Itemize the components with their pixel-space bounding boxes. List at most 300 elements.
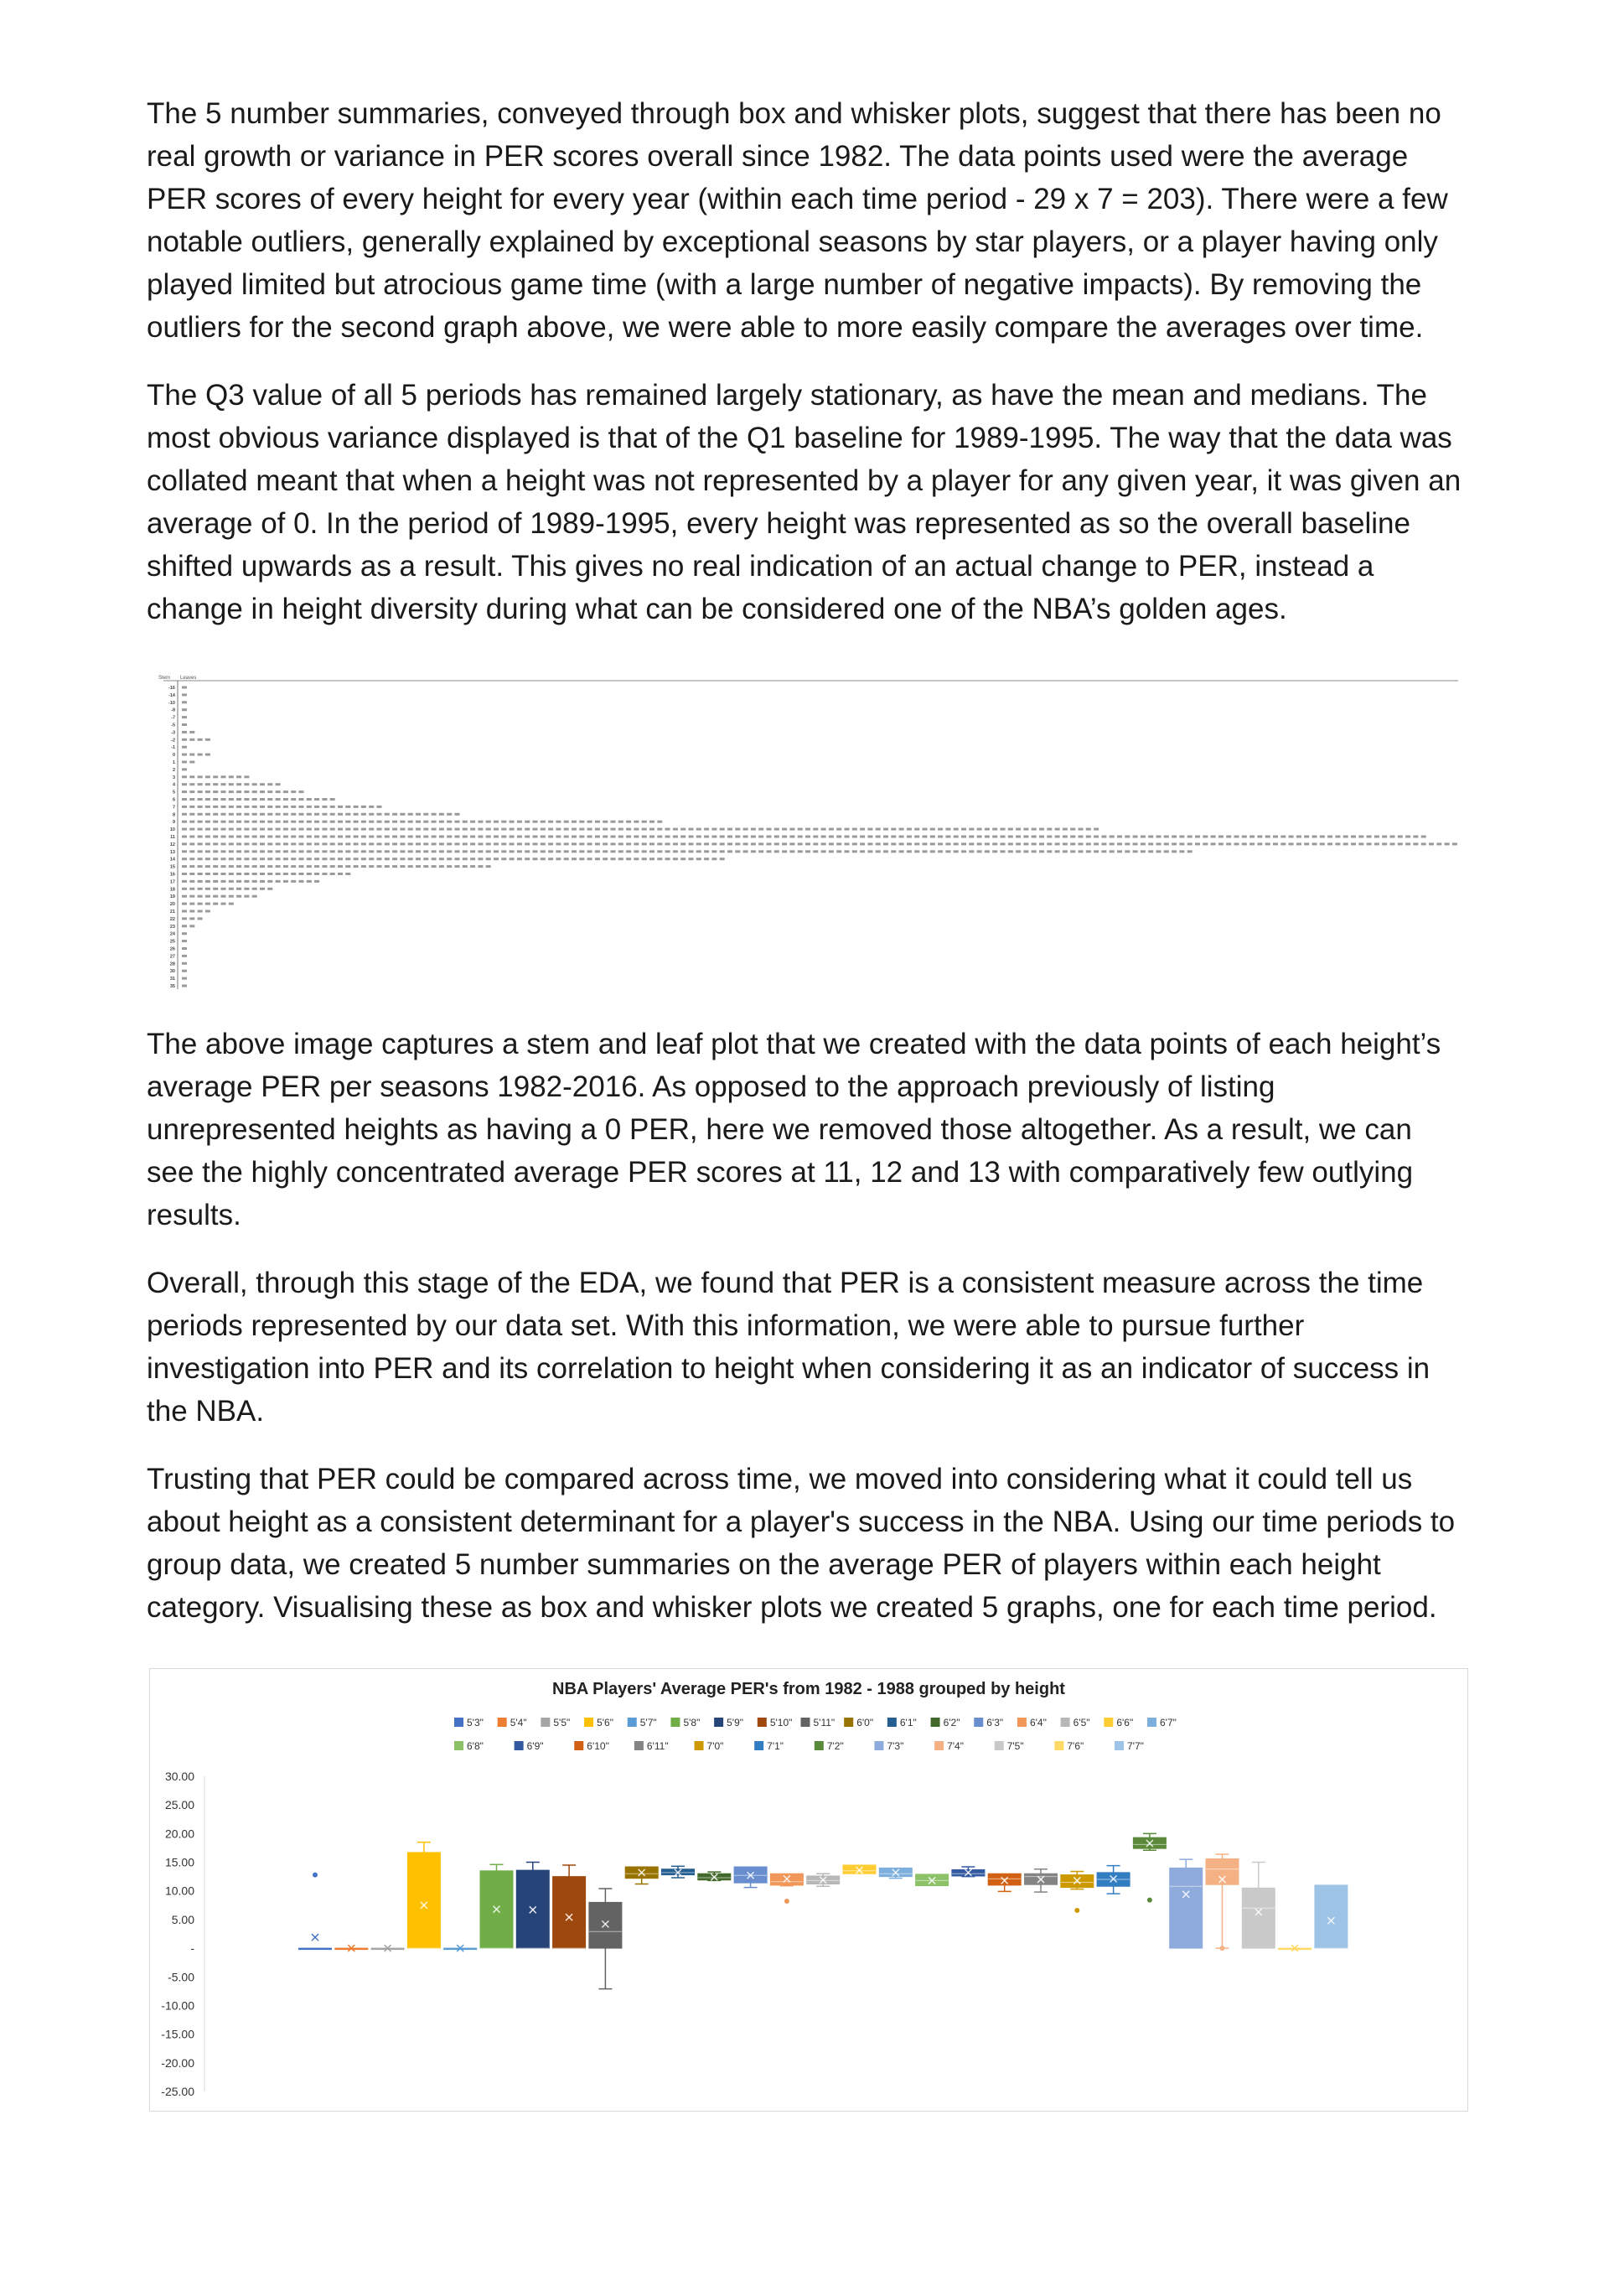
stem-leaf-leaf xyxy=(1141,836,1146,838)
stem-leaf-leaf xyxy=(1320,842,1325,845)
stem-leaf-leaf xyxy=(322,836,327,838)
stem-leaf-leaf xyxy=(439,813,444,816)
legend-label: 5'5" xyxy=(553,1717,571,1728)
stem-leaf-leaf xyxy=(1156,842,1161,845)
stem-leaf-leaf xyxy=(205,790,210,793)
stem-leaf-leaf xyxy=(758,828,763,831)
y-tick-label: -20.00 xyxy=(161,2055,194,2070)
stem-leaf-leaf xyxy=(205,821,210,823)
stem-leaf-leaf xyxy=(221,783,226,785)
stem-leaf-leaf xyxy=(789,850,794,853)
stem-leaf-leaf xyxy=(1101,850,1106,853)
stem-leaf-leaf xyxy=(182,768,187,770)
stem-leaf-leaf xyxy=(821,842,826,845)
stem-leaf-leaf xyxy=(385,836,390,838)
stem-leaf-stem: 12 xyxy=(169,842,175,847)
stem-leaf-leaf xyxy=(189,806,194,808)
stem-leaf-leaf xyxy=(267,798,272,801)
stem-leaf-leaf xyxy=(665,858,670,860)
stem-leaf-leaf xyxy=(1148,850,1153,853)
stem-leaf-leaf xyxy=(1390,836,1395,838)
stem-leaf-leaf xyxy=(556,850,561,853)
box-plot-26 xyxy=(1242,1863,1275,1949)
legend-label: 5'3" xyxy=(467,1717,484,1728)
stem-leaf-leaf xyxy=(330,828,335,831)
stem-leaf-leaf xyxy=(276,836,281,838)
stem-leaf-leaf xyxy=(501,821,506,823)
stem-leaf-leaf xyxy=(252,836,257,838)
stem-leaf-leaf xyxy=(977,850,982,853)
stem-leaf-leaf xyxy=(1296,836,1301,838)
stem-leaf-leaf xyxy=(587,821,592,823)
stem-leaf-leaf xyxy=(299,850,304,853)
stem-leaf-leaf xyxy=(198,858,203,860)
stem-leaf-leaf xyxy=(244,888,249,890)
stem-leaf-leaf xyxy=(330,798,335,801)
stem-leaf-leaf xyxy=(642,836,647,838)
stem-leaf-leaf xyxy=(618,836,623,838)
stem-leaf-leaf xyxy=(711,828,717,831)
stem-leaf-leaf xyxy=(455,821,460,823)
stem-leaf-leaf xyxy=(1398,842,1403,845)
legend-swatch xyxy=(874,1741,883,1750)
stem-leaf-leaf xyxy=(657,836,662,838)
stem-leaf-leaf xyxy=(385,865,390,868)
stem-leaf-leaf xyxy=(221,850,226,853)
legend-label: 7'2" xyxy=(826,1740,844,1752)
stem-leaf-leaf xyxy=(385,821,390,823)
stem-leaf-leaf xyxy=(969,850,974,853)
stem-leaf-leaf xyxy=(891,828,896,831)
stem-leaf-stem: -5 xyxy=(171,723,175,728)
stem-leaf-leaf xyxy=(1413,836,1418,838)
stem-leaf-stem: 24 xyxy=(169,931,175,937)
stem-leaf-leaf xyxy=(416,858,421,860)
stem-leaf-leaf xyxy=(1008,836,1013,838)
stem-leaf-leaf xyxy=(252,842,257,845)
stem-leaf-leaf xyxy=(696,842,701,845)
stem-leaf-leaf xyxy=(478,858,483,860)
box-plot-7 xyxy=(553,1865,586,1948)
stem-leaf-leaf xyxy=(923,850,928,853)
stem-leaf-leaf xyxy=(696,858,701,860)
stem-leaf-leaf xyxy=(813,836,818,838)
stem-leaf-leaf xyxy=(338,828,343,831)
stem-leaf-leaf xyxy=(361,858,366,860)
legend-label: 7'5" xyxy=(1006,1740,1024,1752)
stem-leaf-leaf xyxy=(283,828,288,831)
stem-leaf-leaf xyxy=(361,865,366,868)
box-plot-27 xyxy=(1279,1945,1312,1951)
stem-leaf-leaf xyxy=(182,985,187,987)
stem-leaf-leaf xyxy=(463,828,468,831)
stem-leaf-leaf xyxy=(244,790,249,793)
stem-leaf-leaf xyxy=(1172,842,1177,845)
box-plot-2 xyxy=(371,1945,404,1951)
stem-leaf-leaf xyxy=(798,836,803,838)
stem-leaf-leaf xyxy=(805,836,810,838)
stem-leaf-leaf xyxy=(299,880,304,883)
stem-leaf-leaf xyxy=(649,842,654,845)
stem-leaf-leaf xyxy=(182,790,187,793)
stem-leaf-leaf xyxy=(283,873,288,875)
stem-leaf-leaf xyxy=(189,850,194,853)
legend-label: 7'4" xyxy=(947,1740,964,1752)
stem-leaf-leaf xyxy=(252,873,257,875)
stem-leaf-leaf xyxy=(891,836,896,838)
stem-leaf-leaf xyxy=(1047,828,1052,831)
stem-leaf-leaf xyxy=(205,865,210,868)
stem-leaf-leaf xyxy=(463,842,468,845)
stem-leaf-leaf xyxy=(704,858,709,860)
stem-leaf-leaf xyxy=(400,865,405,868)
stem-leaf-leaf xyxy=(665,836,670,838)
stem-leaf-leaf xyxy=(416,865,421,868)
stem-leaf-leaf xyxy=(805,850,810,853)
stem-leaf-leaf xyxy=(1367,842,1372,845)
stem-leaf-leaf xyxy=(213,836,218,838)
stem-leaf-leaf xyxy=(369,806,374,808)
stem-leaf-leaf xyxy=(189,798,194,801)
stem-leaf-leaf xyxy=(182,775,187,778)
stem-leaf-leaf xyxy=(525,821,530,823)
stem-leaf-leaf xyxy=(548,850,553,853)
box xyxy=(589,1902,622,1948)
stem-leaf-leaf xyxy=(711,842,717,845)
stem-leaf-leaf xyxy=(276,858,281,860)
stem-leaf-leaf xyxy=(883,836,888,838)
stem-leaf-leaf xyxy=(267,836,272,838)
stem-leaf-leaf xyxy=(1079,836,1084,838)
stem-leaf-leaf xyxy=(1016,836,1021,838)
stem-leaf-leaf xyxy=(1211,836,1216,838)
stem-leaf-leaf xyxy=(548,821,553,823)
stem-leaf-leaf xyxy=(1164,850,1169,853)
stem-leaf-leaf xyxy=(244,850,249,853)
stem-leaf-leaf xyxy=(914,836,919,838)
stem-leaf-leaf xyxy=(229,836,234,838)
box xyxy=(988,1874,1021,1885)
stem-leaf-leaf xyxy=(252,865,257,868)
stem-leaf-leaf xyxy=(735,850,740,853)
stem-leaf-leaf xyxy=(221,828,226,831)
stem-leaf-leaf xyxy=(213,806,218,808)
stem-leaf-leaf xyxy=(1327,836,1332,838)
legend-swatch xyxy=(1054,1741,1063,1750)
stem-leaf-leaf xyxy=(400,858,405,860)
stem-leaf-leaf xyxy=(439,836,444,838)
stem-leaf-leaf xyxy=(727,828,732,831)
stem-leaf-leaf xyxy=(1156,836,1161,838)
stem-leaf-leaf xyxy=(1265,842,1270,845)
stem-leaf-leaf xyxy=(696,836,701,838)
stem-leaf-leaf xyxy=(1179,850,1184,853)
stem-leaf-leaf xyxy=(961,850,966,853)
stem-leaf-leaf xyxy=(244,813,249,816)
stem-leaf-leaf xyxy=(182,761,187,764)
stem-leaf-leaf xyxy=(1039,836,1044,838)
stem-leaf-leaf xyxy=(392,821,397,823)
stem-leaf-leaf xyxy=(345,836,350,838)
stem-leaf-leaf xyxy=(533,821,538,823)
stem-leaf-leaf xyxy=(267,806,272,808)
stem-leaf-leaf xyxy=(611,828,616,831)
stem-leaf-leaf xyxy=(322,828,327,831)
stem-leaf-stem: 0 xyxy=(172,753,175,759)
stem-leaf-leaf xyxy=(198,821,203,823)
stem-leaf-leaf xyxy=(486,842,491,845)
stem-leaf-leaf xyxy=(229,775,234,778)
stem-leaf-leaf xyxy=(564,850,569,853)
stem-leaf-leaf xyxy=(463,850,468,853)
stem-leaf-leaf xyxy=(198,798,203,801)
stem-leaf-leaf xyxy=(244,895,249,898)
stem-leaf-leaf xyxy=(556,836,561,838)
stem-leaf-leaf xyxy=(377,813,382,816)
stem-leaf-leaf xyxy=(283,850,288,853)
stem-leaf-leaf xyxy=(267,790,272,793)
stem-leaf-leaf xyxy=(307,798,312,801)
stem-leaf-leaf xyxy=(299,873,304,875)
stem-leaf-leaf xyxy=(961,836,966,838)
legend-label: 5'7" xyxy=(639,1717,657,1728)
stem-leaf-leaf xyxy=(447,842,452,845)
stem-leaf-leaf xyxy=(533,842,538,845)
stem-leaf-leaf xyxy=(408,813,413,816)
stem-leaf-leaf xyxy=(236,850,241,853)
box-plot-25 xyxy=(1206,1854,1239,1951)
stem-leaf-leaf xyxy=(1086,850,1091,853)
stem-leaf-leaf xyxy=(642,858,647,860)
stem-leaf-leaf xyxy=(938,842,943,845)
stem-leaf-leaf xyxy=(338,842,343,845)
stem-leaf-leaf xyxy=(213,903,218,905)
stem-leaf-leaf xyxy=(595,858,600,860)
stem-leaf-leaf xyxy=(369,850,374,853)
stem-leaf-leaf xyxy=(510,836,515,838)
stem-leaf-leaf xyxy=(260,821,265,823)
stem-leaf-leaf xyxy=(307,858,312,860)
y-tick-label: 10.00 xyxy=(164,1884,194,1898)
stem-leaf-leaf xyxy=(673,858,678,860)
stem-leaf-leaf xyxy=(634,836,639,838)
box-plot-16 xyxy=(879,1868,912,1878)
stem-leaf-leaf xyxy=(283,813,288,816)
stem-leaf-leaf xyxy=(455,850,460,853)
stem-leaf-leaf xyxy=(891,850,896,853)
stem-leaf-leaf xyxy=(907,850,912,853)
stem-leaf-leaf xyxy=(385,850,390,853)
stem-leaf-leaf xyxy=(423,828,428,831)
box-plot-14 xyxy=(807,1874,840,1886)
stem-leaf-stem: 10 xyxy=(169,827,175,833)
stem-leaf-leaf xyxy=(432,836,437,838)
stem-leaf-leaf xyxy=(1335,842,1340,845)
stem-leaf-leaf xyxy=(876,828,881,831)
stem-leaf-leaf xyxy=(354,858,359,860)
stem-leaf-leaf xyxy=(221,798,226,801)
stem-leaf-leaf xyxy=(229,783,234,785)
stem-leaf-leaf xyxy=(969,842,974,845)
stem-leaf-leaf xyxy=(189,731,194,733)
stem-leaf-leaf xyxy=(1032,842,1037,845)
stem-leaf-leaf xyxy=(579,858,584,860)
stem-leaf-leaf xyxy=(338,865,343,868)
stem-leaf-leaf xyxy=(478,836,483,838)
stem-leaf-leaf xyxy=(439,865,444,868)
stem-leaf-leaf xyxy=(244,798,249,801)
stem-leaf-leaf xyxy=(1304,842,1309,845)
stem-leaf-stem: -2 xyxy=(171,738,175,744)
legend-swatch xyxy=(934,1741,944,1750)
chart-title: NBA Players' Average PER's from 1982 - 1988 grouped by height xyxy=(552,1680,1065,1698)
stem-leaf-leaf xyxy=(229,813,234,816)
stem-leaf-leaf xyxy=(517,821,522,823)
stem-leaf-leaf xyxy=(1110,842,1115,845)
stem-leaf-leaf xyxy=(221,895,226,898)
stem-leaf-leaf xyxy=(1436,842,1441,845)
stem-leaf-leaf xyxy=(1125,842,1130,845)
stem-leaf-leaf xyxy=(260,850,265,853)
stem-leaf-leaf xyxy=(229,888,234,890)
stem-leaf-leaf xyxy=(985,836,990,838)
stem-leaf-leaf xyxy=(595,850,600,853)
stem-leaf-leaf xyxy=(314,806,319,808)
box-plot-0 xyxy=(299,1873,332,1950)
stem-leaf-leaf xyxy=(408,836,413,838)
stem-leaf-leaf xyxy=(486,865,491,868)
stem-leaf-leaf xyxy=(330,850,335,853)
stem-leaf-leaf xyxy=(1047,850,1052,853)
stem-leaf-leaf xyxy=(1172,836,1177,838)
paragraph-five-number-summary: The 5 number summaries, conveyed through box and whisker plots, suggest that there has been no real growth or variance in PER scores overall since 1982. The data points used were the average PER scores of every height for every year (within each time period - 29 x 7 = 203). There were a few notable outliers, generally explained by exceptional seasons by star players, or a player having only played limited but atrocious game time (with a large number of negative impacts). By removing the outliers for the second graph above, we were able to more easily compare the averages over time. xyxy=(147,97,1448,344)
stem-leaf-leaf xyxy=(291,842,296,845)
stem-leaf-leaf xyxy=(548,836,553,838)
stem-leaf-leaf xyxy=(198,828,203,831)
stem-leaf-leaf xyxy=(385,813,390,816)
stem-leaf-leaf xyxy=(299,821,304,823)
stem-leaf-leaf xyxy=(852,842,857,845)
stem-leaf-leaf xyxy=(236,836,241,838)
stem-leaf-leaf xyxy=(1023,828,1028,831)
stem-leaf-leaf xyxy=(276,873,281,875)
outlier-point xyxy=(313,1873,318,1878)
legend-swatch xyxy=(584,1718,593,1727)
stem-leaf-leaf xyxy=(618,828,623,831)
stem-leaf-leaf xyxy=(182,903,187,905)
stem-leaf-leaf xyxy=(330,821,335,823)
stem-leaf-leaf xyxy=(1016,828,1021,831)
stem-leaf-leaf xyxy=(205,775,210,778)
stem-leaf-leaf xyxy=(205,754,210,756)
stem-leaf-leaf xyxy=(205,895,210,898)
stem-leaf-leaf xyxy=(1070,828,1075,831)
stem-leaf-leaf xyxy=(914,842,919,845)
stem-leaf-leaf xyxy=(556,858,561,860)
stem-leaf-leaf xyxy=(595,842,600,845)
stem-leaf-leaf xyxy=(182,739,187,741)
stem-leaf-leaf xyxy=(845,842,850,845)
stem-leaf-leaf xyxy=(541,828,546,831)
box xyxy=(299,1948,332,1950)
stem-leaf-leaf xyxy=(1398,836,1403,838)
stem-leaf-leaf xyxy=(478,821,483,823)
stem-leaf-leaf xyxy=(1164,836,1169,838)
stem-leaf-leaf xyxy=(743,850,748,853)
stem-leaf-leaf xyxy=(720,842,725,845)
stem-leaf-leaf xyxy=(1063,828,1068,831)
outlier-point xyxy=(1220,1946,1225,1951)
stem-leaf-leaf xyxy=(945,850,950,853)
stem-leaf-leaf xyxy=(618,842,623,845)
stem-leaf-leaf xyxy=(291,828,296,831)
stem-leaf-leaf xyxy=(907,836,912,838)
stem-leaf-leaf xyxy=(229,842,234,845)
stem-leaf-leaf xyxy=(845,836,850,838)
stem-leaf-leaf xyxy=(907,842,912,845)
stem-leaf-leaf xyxy=(711,858,717,860)
stem-leaf-leaf xyxy=(182,693,187,696)
stem-leaf-leaf xyxy=(439,828,444,831)
stem-leaf-leaf xyxy=(189,836,194,838)
stem-leaf-leaf xyxy=(1429,842,1434,845)
stem-leaf-leaf xyxy=(782,850,787,853)
stem-leaf-leaf xyxy=(758,836,763,838)
stem-leaf-leaf xyxy=(330,865,335,868)
stem-leaf-leaf xyxy=(276,821,281,823)
stem-leaf-leaf xyxy=(229,821,234,823)
stem-leaf-leaf xyxy=(182,895,187,898)
stem-leaf-leaf xyxy=(314,821,319,823)
stem-leaf-leaf xyxy=(1008,850,1013,853)
stem-leaf-leaf xyxy=(470,842,475,845)
box xyxy=(407,1853,440,1948)
stem-leaf-leaf xyxy=(930,850,935,853)
box-plot-12 xyxy=(734,1867,767,1888)
stem-leaf-leaf xyxy=(299,858,304,860)
stem-leaf-leaf xyxy=(618,858,623,860)
stem-leaf-leaf xyxy=(1234,842,1239,845)
stem-leaf-leaf xyxy=(525,858,530,860)
stem-leaf-leaf xyxy=(1016,842,1021,845)
stem-leaf-leaf xyxy=(307,828,312,831)
box-plot-22 xyxy=(1097,1866,1130,1894)
stem-leaf-leaf xyxy=(198,910,203,913)
stem-leaf-leaf xyxy=(283,858,288,860)
stem-leaf-leaf xyxy=(345,873,350,875)
stem-leaf-leaf xyxy=(517,836,522,838)
stem-leaf-leaf xyxy=(634,842,639,845)
stem-leaf-leaf xyxy=(587,836,592,838)
stem-leaf-leaf xyxy=(689,850,694,853)
stem-leaf-leaf xyxy=(198,873,203,875)
stem-leaf-leaf xyxy=(236,806,241,808)
stem-leaf-leaf xyxy=(1226,842,1231,845)
stem-leaf-leaf xyxy=(743,828,748,831)
stem-leaf-leaf xyxy=(470,858,475,860)
stem-leaf-leaf xyxy=(634,858,639,860)
legend-swatch xyxy=(1061,1718,1070,1727)
stem-leaf-leaf xyxy=(182,925,187,927)
stem-leaf-leaf xyxy=(189,895,194,898)
stem-leaf-leaf xyxy=(977,828,982,831)
stem-leaf-leaf xyxy=(330,842,335,845)
stem-leaf-leaf xyxy=(236,798,241,801)
legend-swatch xyxy=(515,1741,524,1750)
stem-leaf-leaf xyxy=(260,828,265,831)
legend-swatch xyxy=(1115,1741,1124,1750)
stem-leaf-leaf xyxy=(182,873,187,875)
